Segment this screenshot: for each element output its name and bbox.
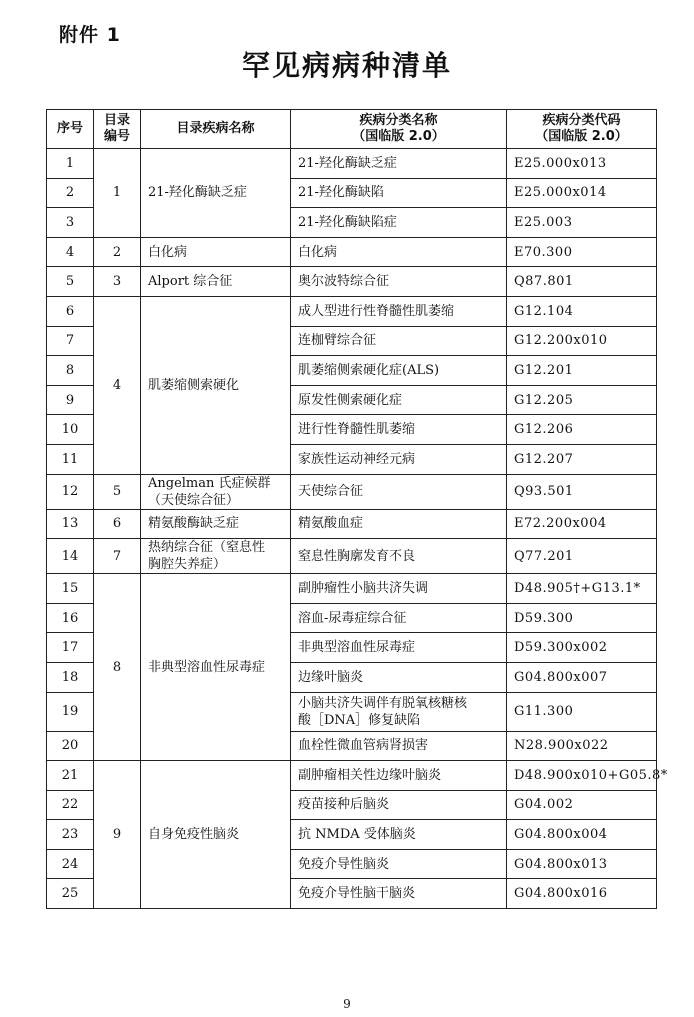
- table-row: [47, 474, 657, 509]
- seq-cell: 18: [47, 662, 94, 692]
- seq-cell: 13: [47, 509, 94, 539]
- classification-name-cell: 免疫介导性脑炎: [291, 849, 507, 879]
- seq-cell: 23: [47, 820, 94, 850]
- classification-code-cell: G04.800x004: [507, 820, 657, 850]
- table-header-row: [47, 110, 657, 149]
- catalog-number-cell: 2: [94, 237, 141, 267]
- classification-name-cell: 原发性侧索硬化症: [291, 385, 507, 415]
- seq-cell: 2: [47, 178, 94, 208]
- classification-name-cell: 奥尔波特综合征: [291, 267, 507, 297]
- header-seq: 序号: [47, 110, 94, 149]
- catalog-number-cell: 5: [94, 474, 141, 509]
- seq-cell: 15: [47, 574, 94, 604]
- seq-cell: 14: [47, 539, 94, 574]
- classification-code-cell: D59.300: [507, 603, 657, 633]
- classification-name-cell: 窒息性胸廓发育不良: [291, 539, 507, 574]
- seq-cell: 16: [47, 603, 94, 633]
- seq-cell: 4: [47, 237, 94, 267]
- classification-name-cell: 成人型进行性脊髓性肌萎缩: [291, 296, 507, 326]
- classification-code-cell: Q77.201: [507, 539, 657, 574]
- classification-name-cell: 21-羟化酶缺陷症: [291, 208, 507, 238]
- classification-name-cell: 天使综合征: [291, 474, 507, 509]
- header-classification-code: 疾病分类代码 （国临版 2.0）: [507, 110, 657, 149]
- catalog-number-cell: 7: [94, 539, 141, 574]
- classification-code-cell: E70.300: [507, 237, 657, 267]
- classification-name-cell: 非典型溶血性尿毒症: [291, 633, 507, 663]
- seq-cell: 17: [47, 633, 94, 663]
- classification-code-cell: G04.800x013: [507, 849, 657, 879]
- seq-cell: 22: [47, 790, 94, 820]
- classification-code-cell: Q87.801: [507, 267, 657, 297]
- catalog-number-cell: 8: [94, 574, 141, 761]
- catalog-name-cell: Angelman 氏症候群 （天使综合征）: [141, 474, 291, 509]
- classification-name-cell: 副肿瘤性小脑共济失调: [291, 574, 507, 604]
- rare-disease-table: [46, 109, 668, 909]
- catalog-name-cell: 热纳综合征（窒息性 胸腔失养症）: [141, 539, 291, 574]
- classification-code-cell: E72.200x004: [507, 509, 657, 539]
- seq-cell: 3: [47, 208, 94, 238]
- classification-name-cell: 连枷臂综合征: [291, 326, 507, 356]
- classification-name-cell: 血栓性微血管病肾损害: [291, 731, 507, 761]
- classification-code-cell: G12.207: [507, 444, 657, 474]
- classification-code-cell: E25.003: [507, 208, 657, 238]
- attachment-label: 附件 1: [59, 24, 121, 46]
- classification-name-cell: 进行性脊髓性肌萎缩: [291, 415, 507, 445]
- table-row: [47, 574, 657, 604]
- seq-cell: 1: [47, 149, 94, 179]
- classification-name-cell: 免疫介导性脑干脑炎: [291, 879, 507, 909]
- classification-name-cell: 21-羟化酶缺陷: [291, 178, 507, 208]
- seq-cell: 12: [47, 474, 94, 509]
- classification-name-cell: 溶血-尿毒症综合征: [291, 603, 507, 633]
- table-row: [47, 539, 657, 574]
- seq-cell: 19: [47, 692, 94, 731]
- catalog-number-cell: 1: [94, 149, 141, 238]
- classification-code-cell: E25.000x013: [507, 149, 657, 179]
- table-row: [47, 761, 657, 791]
- table-row: [47, 237, 657, 267]
- classification-code-cell: G12.205: [507, 385, 657, 415]
- catalog-name-cell: 非典型溶血性尿毒症: [141, 574, 291, 761]
- seq-cell: 11: [47, 444, 94, 474]
- table-row: [47, 296, 657, 326]
- seq-cell: 8: [47, 356, 94, 386]
- seq-cell: 24: [47, 849, 94, 879]
- catalog-name-cell: Alport 综合征: [141, 267, 291, 297]
- catalog-number-cell: 3: [94, 267, 141, 297]
- classification-code-cell: G12.201: [507, 356, 657, 386]
- catalog-name-cell: 肌萎缩侧索硬化: [141, 296, 291, 474]
- seq-cell: 7: [47, 326, 94, 356]
- header-catalog-number: 目录 编号: [94, 110, 141, 149]
- catalog-name-cell: 21-羟化酶缺乏症: [141, 149, 291, 238]
- catalog-name-cell: 白化病: [141, 237, 291, 267]
- catalog-name-cell: 自身免疫性脑炎: [141, 761, 291, 909]
- seq-cell: 9: [47, 385, 94, 415]
- page-number: 9: [343, 997, 351, 1011]
- classification-code-cell: G04.800x016: [507, 879, 657, 909]
- classification-code-cell: Q93.501: [507, 474, 657, 509]
- classification-code-cell: G12.104: [507, 296, 657, 326]
- classification-name-cell: 21-羟化酶缺乏症: [291, 149, 507, 179]
- classification-name-cell: 疫苗接种后脑炎: [291, 790, 507, 820]
- catalog-number-cell: 6: [94, 509, 141, 539]
- classification-name-cell: 小脑共济失调伴有脱氧核糖核 酸［DNA］修复缺陷: [291, 692, 507, 731]
- classification-code-cell: G12.206: [507, 415, 657, 445]
- seq-cell: 10: [47, 415, 94, 445]
- catalog-number-cell: 9: [94, 761, 141, 909]
- classification-code-cell: E25.000x014: [507, 178, 657, 208]
- header-classification-name: 疾病分类名称 （国临版 2.0）: [291, 110, 507, 149]
- page-title: 罕见病病种清单: [241, 49, 452, 82]
- classification-code-cell: D59.300x002: [507, 633, 657, 663]
- catalog-name-cell: 精氨酸酶缺乏症: [141, 509, 291, 539]
- classification-code-cell: G04.002: [507, 790, 657, 820]
- classification-name-cell: 边缘叶脑炎: [291, 662, 507, 692]
- classification-code-cell: G11.300: [507, 692, 657, 731]
- classification-name-cell: 白化病: [291, 237, 507, 267]
- seq-cell: 25: [47, 879, 94, 909]
- seq-cell: 5: [47, 267, 94, 297]
- classification-code-cell: G04.800x007: [507, 662, 657, 692]
- classification-code-cell: G12.200x010: [507, 326, 657, 356]
- classification-code-cell: D48.905†+G13.1*: [507, 574, 657, 604]
- classification-name-cell: 副肿瘤相关性边缘叶脑炎: [291, 761, 507, 791]
- table-row: [47, 149, 657, 179]
- classification-code-cell: N28.900x022: [507, 731, 657, 761]
- seq-cell: 21: [47, 761, 94, 791]
- seq-cell: 6: [47, 296, 94, 326]
- classification-code-cell: D48.900x010+G05.8*: [507, 761, 657, 791]
- header-catalog-name: 目录疾病名称: [141, 110, 291, 149]
- classification-name-cell: 家族性运动神经元病: [291, 444, 507, 474]
- classification-name-cell: 抗 NMDA 受体脑炎: [291, 820, 507, 850]
- classification-name-cell: 肌萎缩侧索硬化症(ALS): [291, 356, 507, 386]
- catalog-number-cell: 4: [94, 296, 141, 474]
- table-row: [47, 509, 657, 539]
- seq-cell: 20: [47, 731, 94, 761]
- classification-name-cell: 精氨酸血症: [291, 509, 507, 539]
- table-row: [47, 267, 657, 297]
